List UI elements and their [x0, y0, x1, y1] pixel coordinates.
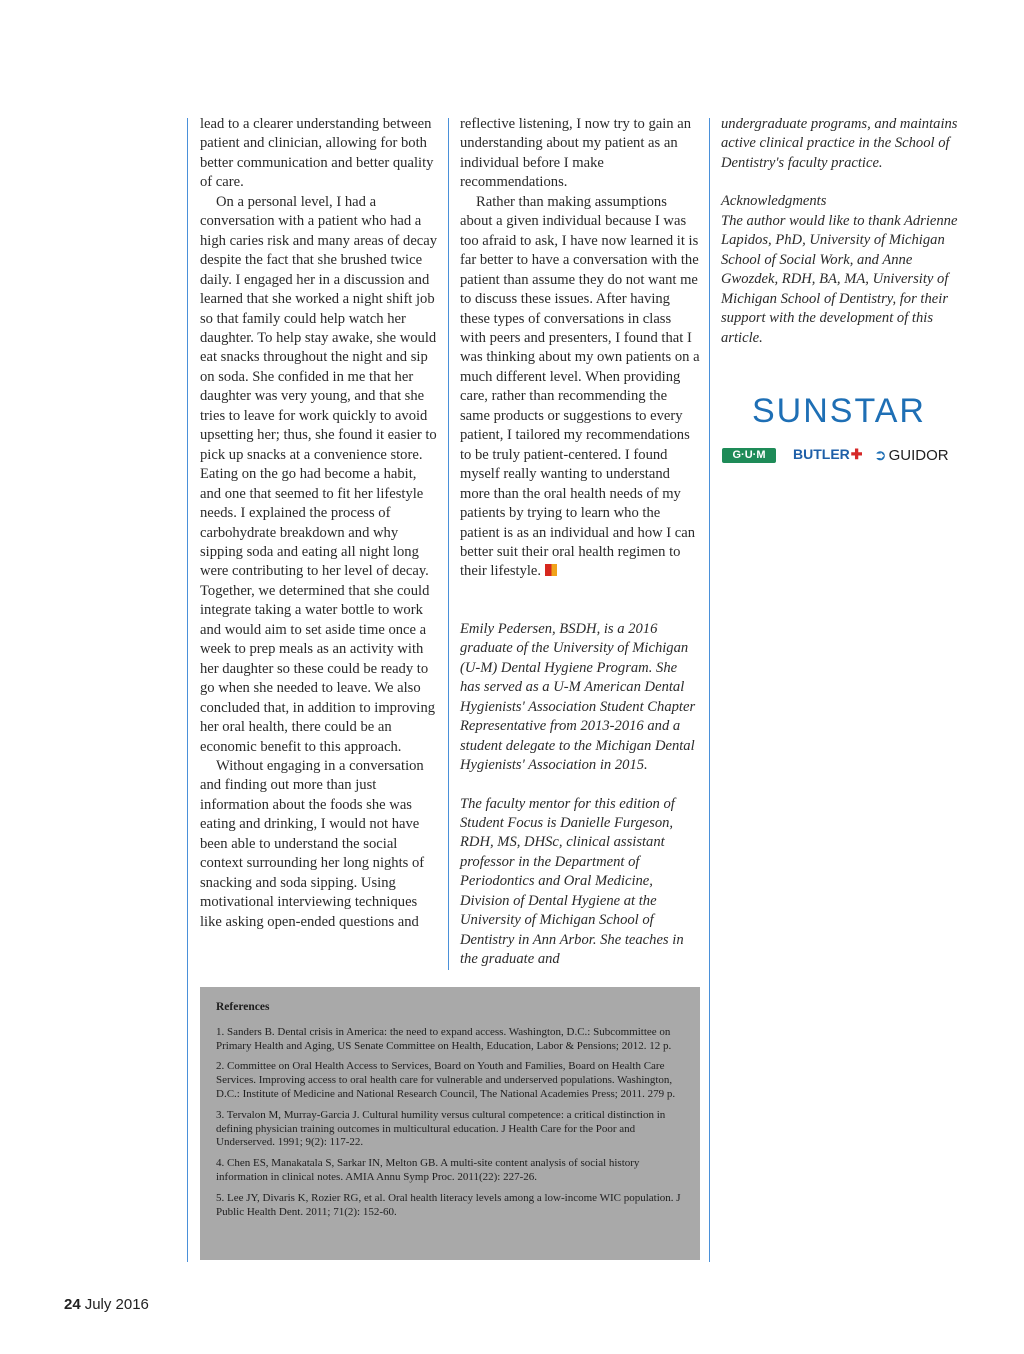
body-paragraph	[460, 193, 700, 582]
references-heading: References	[216, 1001, 270, 1013]
guidor-logo-text: GUIDOR	[888, 447, 949, 464]
butler-logo	[793, 446, 863, 463]
sunstar-logo: SUNSTAR	[752, 392, 926, 430]
end-of-article-mark-icon	[545, 564, 557, 576]
guidor-logo	[874, 446, 949, 464]
page-number: 24	[64, 1296, 81, 1313]
butler-logo-text: BUTLER	[793, 446, 850, 462]
guidor-mark-icon: ➲	[874, 447, 887, 464]
body-paragraph-text: Rather than making assumptions about a given individual because I was too afraid to ask, I have now learned it is far better to have a conversation with the patient than assume they do not want me to discuss these issues. After having these types of conversations in class with peers and presenters, I found that I was thinking about my own patients on a much different level. When providing care, rather than recommending the same products or suggestions to every patient, I tailored my recommendations to be truly patient-centered. I found myself really wanting to understand more than the oral health needs of my patients by trying to learn who the patient is as an individual and how I can better suit their oral health regimen to their lifestyle.	[460, 193, 700, 580]
column-rule-right	[709, 118, 710, 1262]
reference-item: 3. Tervalon M, Murray-Garcia J. Cultural humility versus cultural competence: a critical distinction in defining physician training outcomes in multicultural education. J Health Care for the Poor and Underserved. 1991; 9(2): 117-22.	[216, 1108, 666, 1149]
issue-date: July 2016	[84, 1296, 149, 1313]
article-column-1	[200, 115, 440, 932]
reference-item: 4. Chen ES, Manakatala S, Sarkar IN, Melton GB. A multi-site content analysis of social history information in clinical notes. AMIA Annu Symp Proc. 2011(22): 227-26.	[216, 1157, 640, 1183]
author-bio: Emily Pedersen, BSDH, is a 2016 graduate of the University of Michigan (U-M) Dental Hygiene Program. She has served as a U-M American Dental Hygienists' Association Student Chapter Representative from 2013-2016 and a student delegate to the Michigan Dental Hygienists' Association in 2015.	[460, 620, 696, 774]
gum-logo: G·U·M	[722, 448, 776, 463]
acknowledgments-text: The author would like to thank Adrienne Lapidos, PhD, University of Michigan School of Social Work, and Anne Gwozdek, RDH, BA, MA, University of Michigan School of Dentistry, for their support with the development of this article.	[721, 212, 958, 346]
acknowledgments-heading: Acknowledgments	[721, 193, 827, 210]
column-rule-middle	[448, 118, 449, 970]
article-column-2	[460, 115, 700, 970]
faculty-mentor-note-continued: undergraduate programs, and maintains active clinical practice in the School of Dentistry's faculty practice.	[721, 116, 958, 171]
page-folio	[64, 1296, 149, 1313]
body-paragraph: Without engaging in a conversation and finding out more than just information about the foods she was eating and drinking, I would not have been able to understand the social context surrounding her long nights of snacking and soda sipping. Using motivational interviewing techniques like asking open-ended questions and	[200, 757, 425, 930]
reference-item: 1. Sanders B. Dental crisis in America: the need to expand access. Washington, D.C.: Subcommittee on Primary Health and Aging, US Senate Committee on Health, Education, Labor & Pensions; 2012. 12 p.	[216, 1025, 672, 1052]
butler-cross-icon: ✚	[850, 446, 863, 462]
body-paragraph: reflective listening, I now try to gain an understanding about my patient as an individual before I make recommendations.	[460, 116, 691, 191]
body-paragraph: lead to a clearer understanding between patient and clinician, allowing for both better communication and better quality of care.	[200, 116, 434, 191]
reference-item: 2. Committee on Oral Health Access to Services, Board on Youth and Families, Board on Health Care Services. Improving access to oral health care for vulnerable and underserved populations. Washington, D.C.: Institute of Medicine and National Research Council, The National Academies Press; 2011. 279 p.	[216, 1060, 676, 1100]
references-box	[200, 987, 700, 1260]
faculty-mentor-note: The faculty mentor for this edition of Student Focus is Danielle Furgeson, RDH, MS, DHSc, clinical assistant professor in the Department of Periodontics and Oral Medicine, Division of Dental Hygiene at the University of Michigan School of Dentistry in Ann Arbor. She teaches in the graduate and	[460, 795, 684, 968]
reference-item: 5. Lee JY, Divaris K, Rozier RG, et al. Oral health literacy levels among a low-income WIC population. J Public Health Dent. 2011; 71(2): 152-60.	[216, 1191, 681, 1218]
body-paragraph: On a personal level, I had a conversation with a patient who had a high caries risk and many areas of decay despite the fact that she brushed twice daily. I engaged her in a discussion and learned that she worked a night shift job so that family could help watch her daughter. To help stay awake, she would eat snacks throughout the night and sip on soda. She confided in me that her daughter was very young, and that she tries to leave for work quickly to avoid upsetting her; thus, she found it easier to pick up snacks at a convenience store. Eating on the go had become a habit, and one that seemed to fit her lifestyle needs. I explained the process of carbohydrate breakdown and why sipping soda and eating all night long were contributing to her level of decay. Together, we determined that she could integrate taking a water bottle to work and would aim to set aside time once a week to prep meals as an activity with her daughter so these could be ready to go when she needed to leave. We also concluded that, in addition to improving her oral health, there could be an economic benefit to this approach.	[200, 193, 438, 755]
column-rule-left	[187, 118, 188, 1262]
article-column-3	[721, 115, 965, 348]
